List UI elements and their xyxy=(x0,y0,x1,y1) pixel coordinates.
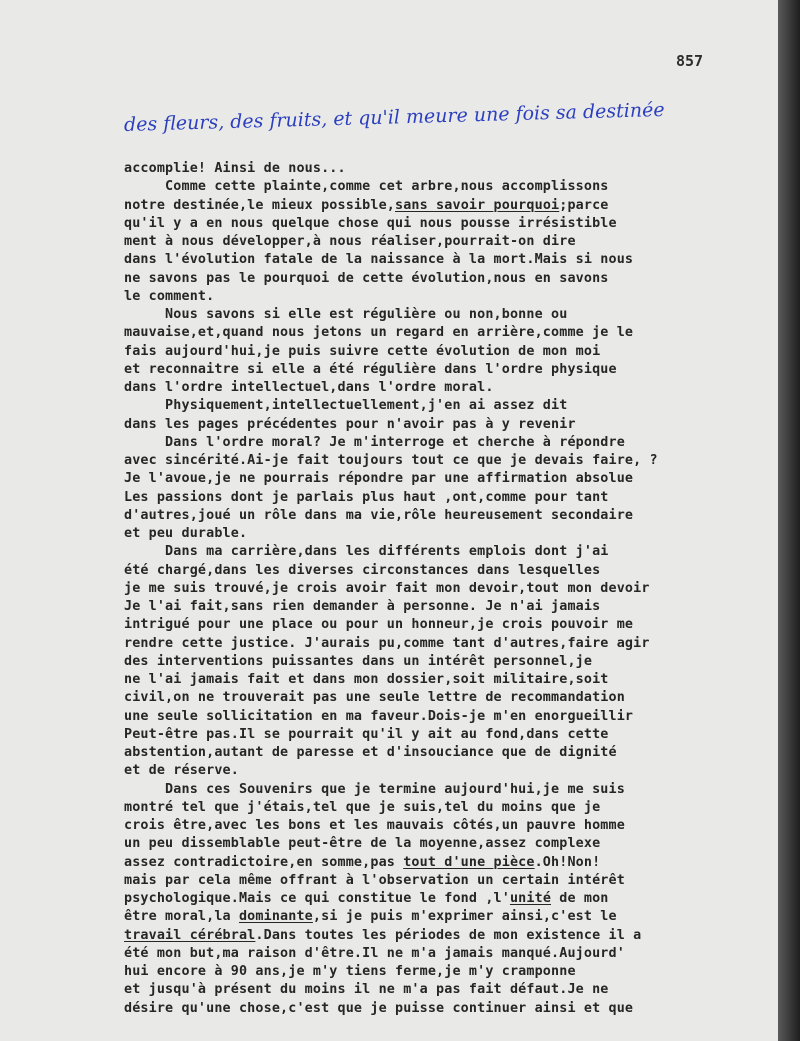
text-line xyxy=(124,416,774,434)
line-text: et peu durable. xyxy=(124,526,248,541)
line-text: ne l'ai jamais fait et dans mon dossier,soit militaire,soit xyxy=(124,672,609,687)
text-line xyxy=(124,197,774,215)
text-line xyxy=(124,270,774,288)
line-text: civil,on ne trouverait pas une seule lettre de recommandation xyxy=(124,690,625,706)
line-text: rendre cette justice. J'aurais pu,comme tant d'autres,faire agir xyxy=(124,635,650,651)
text-line xyxy=(124,470,774,488)
line-text: Peut-être pas.Il se pourrait qu'il y ait au fond,dans cette xyxy=(124,726,609,742)
line-text: mauvaise,et,quand nous jetons un regard en arrière,comme je le xyxy=(124,325,634,341)
text-line xyxy=(124,744,774,762)
text-line xyxy=(124,616,774,634)
text-line xyxy=(124,963,774,981)
underlined-text: dominante xyxy=(238,909,313,925)
text-line xyxy=(124,306,774,324)
line-text: mais par cela même offrant à l'observation un certain intérêt xyxy=(124,872,625,888)
underlined-text: travail cérébral xyxy=(124,927,256,943)
text-line xyxy=(124,452,774,470)
text-line xyxy=(124,361,774,379)
text-line xyxy=(124,379,774,397)
text-line xyxy=(124,543,774,561)
text-line xyxy=(124,945,774,963)
text-line xyxy=(124,562,774,580)
underlined-text: unité xyxy=(509,891,552,906)
text-line xyxy=(124,397,774,415)
line-text: psychologique.Mais ce qui constitue le fond ,l' xyxy=(124,891,510,906)
scan-edge xyxy=(778,0,800,1041)
line-text: Je l'avoue,je ne pourrais répondre par une affirmation absolue xyxy=(124,471,634,487)
line-text: crois être,avec les bons et les mauvais côtés,un pauvre homme xyxy=(124,818,625,833)
text-line xyxy=(124,324,774,342)
text-line xyxy=(124,653,774,671)
text-line xyxy=(124,689,774,707)
line-text: accomplie! Ainsi de nous... xyxy=(124,161,346,176)
line-text: un peu dissemblable peut-être de la moyenne,assez complexe xyxy=(124,836,601,852)
line-text: notre destinée,le mieux possible, xyxy=(124,197,395,213)
line-text: d'autres,joué un rôle dans ma vie,rôle heureusement secondaire xyxy=(124,507,634,523)
line-text: dans l'évolution fatale de la naissance à la mort.Mais si nous xyxy=(124,252,634,268)
text-line xyxy=(124,799,774,817)
text-line xyxy=(124,762,774,780)
line-text: je me suis trouvé,je crois avoir fait mon devoir,tout mon devoir xyxy=(124,580,650,596)
line-text: et de réserve. xyxy=(124,763,239,779)
line-text: ment à nous développer,à nous réaliser,pourrait-on dire xyxy=(124,234,576,249)
text-line xyxy=(124,872,774,890)
text-line xyxy=(124,525,774,543)
text-line xyxy=(124,288,774,306)
line-text-after: ;parce xyxy=(559,197,609,213)
line-text: été mon but,ma raison d'être.Il ne m'a jamais manqué.Aujourd' xyxy=(124,945,625,961)
line-text: Dans l'ordre moral? Je m'interroge et cherche à répondre xyxy=(124,434,625,450)
text-line xyxy=(124,178,774,196)
text-line xyxy=(124,580,774,598)
line-text: dans les pages précédentes pour n'avoir pas à y revenir xyxy=(124,416,576,432)
line-text-after: ,si je puis m'exprimer ainsi,c'est le xyxy=(312,909,617,925)
underlined-text: sans savoir pourquoi xyxy=(395,197,560,213)
text-line xyxy=(124,817,774,835)
text-line xyxy=(124,708,774,726)
line-text: fais aujourd'hui,je puis suivre cette évolution de mon moi xyxy=(124,343,601,359)
text-line xyxy=(124,908,774,926)
text-line xyxy=(124,890,774,908)
line-text: des interventions puissantes dans un intérêt personnel,je xyxy=(124,653,593,669)
text-line xyxy=(124,781,774,799)
line-text: ne savons pas le pourquoi de cette évolution,nous en savons xyxy=(124,270,609,286)
text-line xyxy=(124,251,774,269)
line-text: Nous savons si elle est régulière ou non,bonne ou xyxy=(124,307,568,322)
text-line xyxy=(124,434,774,452)
line-text: Les passions dont je parlais plus haut ,ont,comme pour tant xyxy=(124,489,609,505)
page-number: 857 xyxy=(676,52,704,70)
line-text: dans l'ordre intellectuel,dans l'ordre moral. xyxy=(124,380,494,395)
text-line xyxy=(124,489,774,507)
line-text: être moral,la xyxy=(124,909,239,925)
text-line xyxy=(124,343,774,361)
text-line xyxy=(124,854,774,872)
line-text: et jusqu'à présent du moins il ne m'a pas fait défaut.Je ne xyxy=(124,982,609,998)
text-line xyxy=(124,233,774,251)
text-line xyxy=(124,671,774,689)
line-text-after: .Oh!Non! xyxy=(534,854,601,870)
text-line xyxy=(124,927,774,945)
line-text: et reconnaitre si elle a été régulière dans l'ordre physique xyxy=(124,361,617,377)
text-line xyxy=(124,598,774,616)
line-text: hui encore à 90 ans,je m'y tiens ferme,je m'y cramponne xyxy=(124,964,576,979)
text-line xyxy=(124,215,774,233)
line-text: été chargé,dans les diverses circonstances dans lesquelles xyxy=(124,562,601,578)
text-line xyxy=(124,635,774,653)
line-text: avec sincérité.Ai-je fait toujours tout ce que je devais faire, ? xyxy=(124,453,658,468)
text-line xyxy=(124,507,774,525)
text-line xyxy=(124,160,774,178)
line-text: intrigué pour une place ou pour un honneur,je crois pouvoir me xyxy=(124,617,634,633)
typewritten-text xyxy=(124,160,774,1018)
line-text-after: .Dans toutes les périodes de mon existence il a xyxy=(255,927,642,943)
text-line xyxy=(124,1000,774,1018)
underlined-text: tout d'une pièce xyxy=(403,854,535,870)
handwritten-annotation: des fleurs, des fruits, et qu'il meure une fois sa destinée xyxy=(123,98,665,136)
line-text: désire qu'une chose,c'est que je puisse continuer ainsi et que xyxy=(124,1000,634,1016)
line-text: Comme cette plainte,comme cet arbre,nous accomplissons xyxy=(124,179,609,195)
line-text: Dans ces Souvenirs que je termine aujourd'hui,je me suis xyxy=(124,781,625,797)
line-text: Physiquement,intellectuellement,j'en ai assez dit xyxy=(124,398,568,414)
line-text: une seule sollicitation en ma faveur.Dois-je m'en enorgueillir xyxy=(124,708,634,724)
text-line xyxy=(124,981,774,999)
line-text: Dans ma carrière,dans les différents emplois dont j'ai xyxy=(124,544,609,560)
text-line xyxy=(124,726,774,744)
text-line xyxy=(124,835,774,853)
line-text: le comment. xyxy=(124,288,215,304)
line-text: abstention,autant de paresse et d'insouciance que de dignité xyxy=(124,745,617,760)
line-text: Je l'ai fait,sans rien demander à personne. Je n'ai jamais xyxy=(124,599,601,614)
line-text-after: de mon xyxy=(551,891,609,906)
line-text: assez contradictoire,en somme,pas xyxy=(124,854,404,870)
line-text: qu'il y a en nous quelque chose qui nous pousse irrésistible xyxy=(124,215,617,231)
line-text: montré tel que j'étais,tel que je suis,tel du moins que je xyxy=(124,799,601,815)
